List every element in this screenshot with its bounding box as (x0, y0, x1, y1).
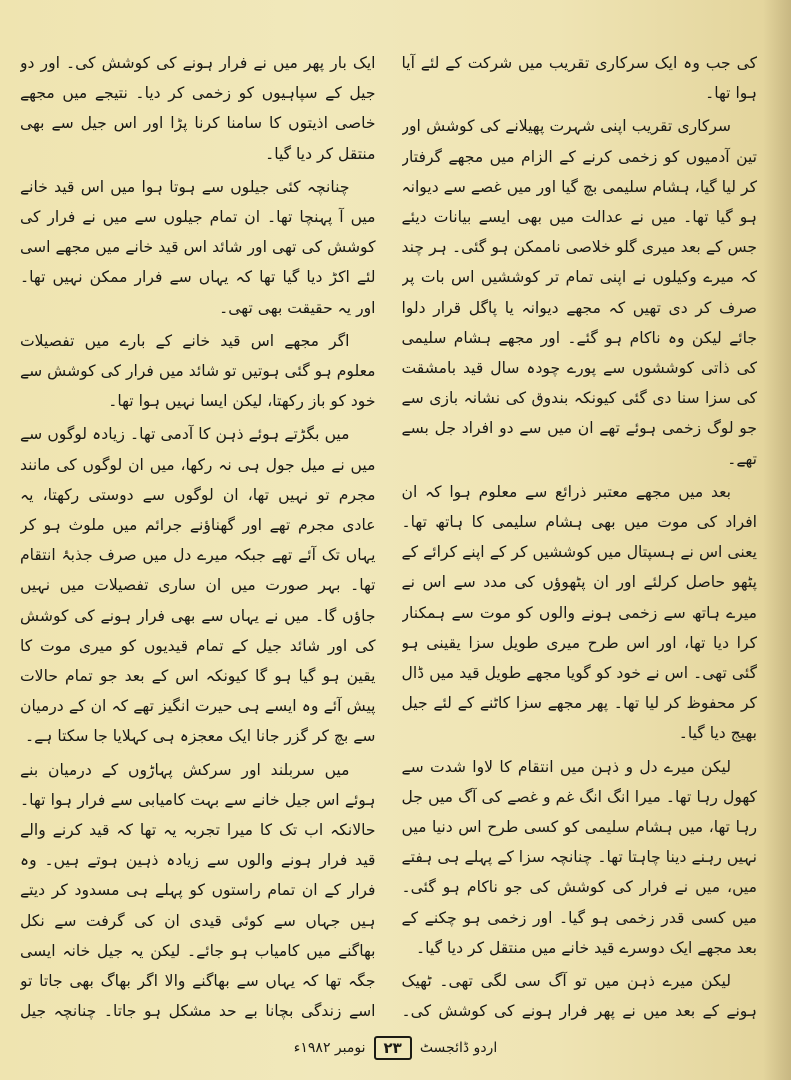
paragraph: لیکن میرے دل و ذہن میں انتقام کا لاوا شدت سے کھول رہا تھا۔ میرا انگ انگ غم و غصے کی آگ میں جل رہا تھا، میں ہشام سلیمی کو کسی طرح اس دنیا میں نہیں رہنے دینا چاہتا تھا۔ چنانچہ سزا کے پہلے ہی ہفتے میں، میں نے فرار کی کوشش کی جو ناکام ہو گئی۔ میں کسی قدر زخمی ہو گیا۔ اور زخمی ہو چکنے کے بعد مجھے ایک دوسرے قید خانے میں منتقل کر دیا گیا۔ (401, 757, 757, 957)
right-column (402, 48, 758, 1026)
paragraph: بعد میں مجھے معتبر ذرائع سے معلوم ہوا کہ ان افراد کی موت میں بھی ہشام سلیمی کا ہاتھ تھا۔ یعنی اس نے ہسپتال میں کوششیں کر کے اپنے کرائے کے پٹھو حاصل کرلئے اور ان پٹھوؤں کی مدد سے اس نے میرے ہاتھ سے زخمی ہونے والوں کو موت سے ہمکنار کرا دیا تھا، اور اس طرح میری طویل سزا یقینی ہو گئی تھی۔ اس نے خود کو گویا مجھے طویل قید میں ڈال کر محفوظ کر لیا تھا۔ پھر مجھے سزا کاٹنے کے لئے جیل بھیج دیا گیا۔ (401, 482, 757, 743)
paragraph: چنانچہ کئی جیلوں سے ہوتا ہوا میں اس قید خانے میں آ پہنچا تھا۔ ان تمام جیلوں سے میں نے فرار کی کوشش کی تھی اور شائد اس قید خانے میں مجھے اسی لئے اکڑ دیا گیا تھا کہ یہاں سے فرار ممکن نہیں تھا۔ اور یہ حقیقت بھی تھی۔ (20, 177, 376, 317)
paragraph: اگر مجھے اس قید خانے کے بارے میں تفصیلات معلوم ہو گئی ہوتیں تو شائد میں فرار کی کوشش سے خود کو باز رکھتا، لیکن ایسا نہیں ہوا تھا۔ (20, 331, 376, 411)
page-footer (0, 1036, 791, 1060)
issue-date: نومبر ۱۹۸۲ء (293, 1040, 366, 1056)
magazine-name: اردو ڈائجسٹ (419, 1040, 498, 1056)
paragraph: میں سربلند اور سرکش پہاڑوں کے درمیان بنے ہوئے اس جیل خانے سے بہت کامیابی سے فرار ہوا تھا۔ حالانکہ اب تک کا میرا تجربہ یہ تھا کہ قید کرنے والے قید فرار ہونے والوں سے زیادہ ذہین ہوتے ہیں۔ وہ فرار کے ان تمام راستوں کو پہلے ہی مسدود کر دیتے ہیں جہاں سے کوئی قیدی ان کی گرفت سے نکل بھاگنے میں کامیاب ہو جائے۔ لیکن یہ جیل خانہ ایسی جگہ تھا کہ یہاں سے بھاگنے والا اگر بھاگ بھی جاتا تو اسے زندگی بچانا بے حد مشکل ہو جاتا۔ چنانچہ جیل (20, 760, 376, 1021)
left-column (20, 48, 376, 1026)
article-columns (20, 48, 757, 1026)
paragraph: لیکن میرے ذہن میں تو آگ سی لگی تھی۔ ٹھیک ہونے کے بعد میں نے پھر فرار ہونے کی کوشش کی۔ (401, 972, 757, 1021)
paragraph: ایک بار پھر میں نے فرار ہونے کی کوشش کی۔ اور دو جیل کے سپاہیوں کو زخمی کر دیا۔ نتیجے میں مجھے خاصی اذیتوں کا سامنا کرنا پڑا اور اس جیل سے بھی منتقل کر دیا گیا۔ (20, 54, 376, 163)
paragraph: سرکاری تقریب اپنی شہرت پھیلانے کی کوشش اور تین آدمیوں کو زخمی کرنے کے الزام میں مجھے گرفتار کر لیا گیا، ہشام سلیمی بچ گیا اور میں غصے سے دیوانہ ہو گیا تھا۔ میں نے عدالت میں بھی ایسے بیانات دیئے جس کے بعد میری گلو خلاصی ناممکن ہو گئی۔ ہر چند کہ میرے وکیلوں نے اپنی تمام تر کوششیں اس بات پر صرف کر دی تھیں کہ مجھے دیوانہ یا پاگل قرار دلوا جائے لیکن وہ ناکام ہو گئے۔ اور مجھے ہشام سلیمی کی ذاتی کوششوں سے پورے چودہ سال قید بامشقت کی سزا سنا دی گئی کیونکہ بندوق کی نشانہ بازی سے جو لوگ زخمی ہوئے تھے ان میں سے دو افراد جل بسے تھے۔ (401, 117, 757, 468)
paragraph: کی جب وہ ایک سرکاری تقریب میں شرکت کے لئے آیا ہوا تھا۔ (401, 54, 757, 103)
page-number: ۲۳ (374, 1036, 412, 1060)
paragraph: میں بگڑتے ہوئے ذہن کا آدمی تھا۔ زیادہ لوگوں سے میں نے میل جول ہی نہ رکھا، میں ان لوگوں کی مانند مجرم تو نہیں تھا، ان لوگوں سے دوستی رکھتا، یہ عادی مجرم تھے اور گھناؤنے جرائم میں ملوث ہو کر یہاں تک آئے تھے جبکہ میرے دل میں صرف جذبۂ انتقام تھا۔ بہر صورت میں ان ساری تفصیلات میں نہیں جاؤں گا۔ میں نے یہاں سے بھی فرار ہونے کی کوشش کی اور شائد جیل کے تمام قیدیوں کو میری موت کا یقین ہو گیا ہو گا کیونکہ اس کے بعد جو تمام حالات پیش آئے وہ ایسے ہی حیرت انگیز تھے کہ ان کے درمیان سے بچ کر گزر جانا ایک معجزہ ہی کہلایا جا سکتا ہے۔ (20, 425, 376, 746)
